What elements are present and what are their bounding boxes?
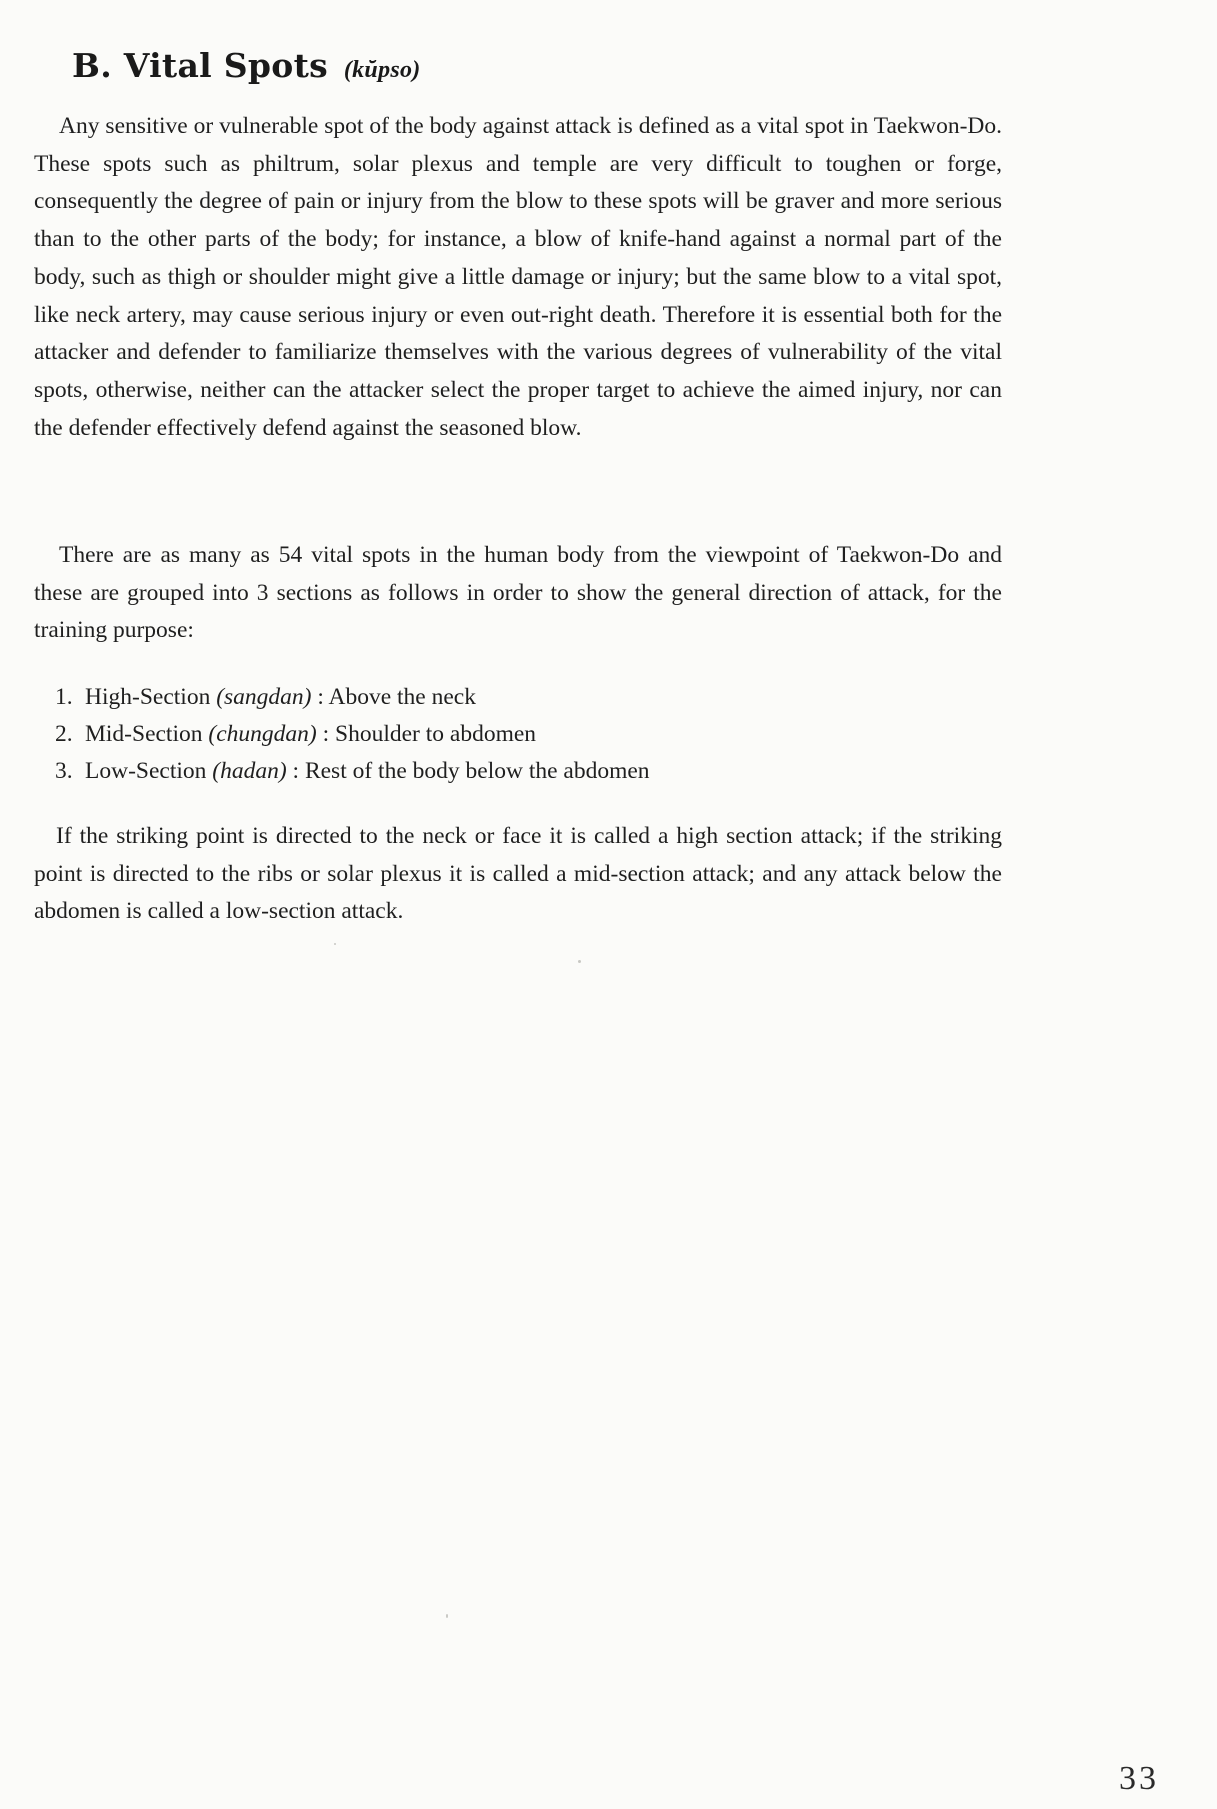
list-item-high-section (55, 679, 650, 716)
list-item-separator: : (322, 721, 330, 747)
paper-speck (578, 960, 581, 963)
paragraph-vital-spot-definition: Any sensitive or vulnerable spot of the body against attack is defined as a vital spot in Taekwon-Do. These spots such as philtrum, solar plexus and temple are very difficult to toughen or forge, consequently the degree of pain or injury from the blow to these spots will be graver and more serious than to the other parts of the body; for instance, a blow of knife-hand against a normal part of the body, such as thigh or shoulder might give a little damage or injury; but the same blow to a vital spot, like neck artery, may cause serious injury or even out-right death. Therefore it is essential both for the attacker and defender to familiarize themselves with the various degrees of vulnerability of the vital spots, otherwise, neither can the attacker select the proper target to achieve the aimed injury, nor can the defender effectively defend against the seasoned blow. (34, 113, 1002, 441)
list-item-description: Above the neck (328, 684, 476, 710)
list-item-name: Mid-Section (85, 721, 203, 747)
section-heading (72, 46, 421, 85)
list-item-low-section (55, 753, 650, 790)
list-item-separator: : (317, 684, 324, 710)
paper-speck (334, 943, 336, 945)
section-heading-romanized: (kŭpso) (343, 57, 421, 83)
paragraph-attack-sections: If the striking point is directed to the neck or face it is called a high section attack; if the striking point is directed to the ribs or solar plexus it is called a mid-section attack; and any attack below the abdomen is called a low-section attack. (34, 823, 1002, 925)
sections-list (55, 679, 650, 790)
list-item-korean: (hadan) (212, 758, 287, 784)
list-item-description: Shoulder to abdomen (335, 721, 537, 747)
list-item-description: Rest of the body below the abdomen (304, 758, 650, 784)
paragraph-sections-intro: There are as many as 54 vital spots in the human body from the viewpoint of Taekwon-Do and these are grouped into 3 sections as follows in order to show the general direction of attack, for the training purpose: (34, 542, 1002, 644)
list-item-korean: (chungdan) (208, 721, 317, 747)
list-item-number: 3. (55, 758, 73, 784)
list-item-mid-section (55, 716, 650, 753)
list-item-name: High-Section (85, 684, 211, 710)
list-item-number: 1. (55, 684, 73, 710)
list-item-number: 2. (55, 721, 73, 747)
list-item-name: Low-Section (85, 758, 207, 784)
page-number: 33 (1119, 1760, 1159, 1797)
list-item-separator: : (292, 758, 300, 784)
list-item-korean: (sangdan) (216, 684, 312, 710)
section-heading-title: B. Vital Spots (72, 46, 329, 85)
paper-speck (446, 1614, 448, 1618)
